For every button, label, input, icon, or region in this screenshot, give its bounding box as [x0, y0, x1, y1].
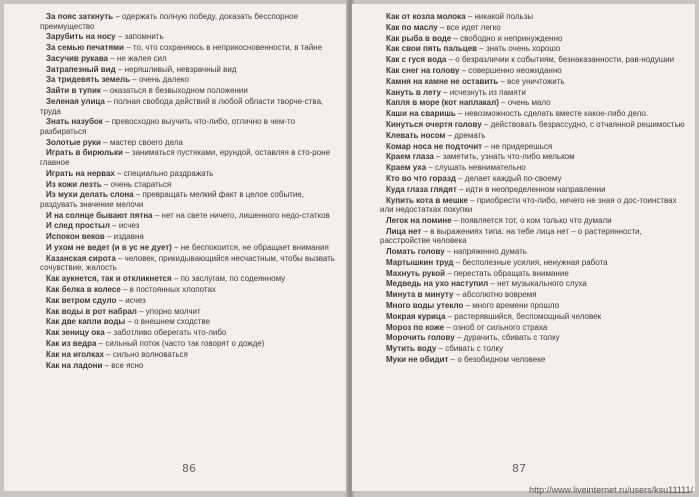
- idiom-entry: [380, 333, 685, 343]
- idiom-entry: [40, 221, 338, 231]
- idiom-definition: – появляется тот, о ком только что думали: [451, 215, 612, 225]
- idiom-definition: – в постоянных хлопотах: [120, 284, 216, 294]
- idiom-definition: – слушать невнимательно: [426, 163, 526, 173]
- idiom-entry: [380, 109, 685, 119]
- idiom-term: Зайти в тупик: [46, 86, 101, 96]
- idiom-term: Каши на сваришь: [386, 109, 456, 119]
- idiom-term: Как на иголках: [46, 349, 104, 359]
- idiom-entry: [380, 34, 685, 44]
- idiom-entry: [40, 65, 338, 75]
- idiom-definition: – озноб от сильного страха: [444, 322, 548, 332]
- idiom-definition: – все идет легко: [437, 22, 501, 32]
- idiom-definition: – абсолютно вовремя: [453, 290, 537, 300]
- idiom-term: Как из ведра: [46, 338, 97, 348]
- idiom-term: Как рыба в воде: [386, 33, 452, 43]
- idiom-entry: [40, 296, 338, 306]
- idiom-term: Легок на помине: [386, 215, 452, 225]
- idiom-entry: [40, 211, 338, 221]
- idiom-entry: [40, 339, 338, 349]
- idiom-entry: [40, 43, 338, 53]
- idiom-definition: – приобрести что-либо, ничего не зная о дос-тоинствах или недостатках покупки: [380, 195, 677, 215]
- idiom-term: Мартышкин труд: [386, 257, 454, 267]
- idiom-definition: – свободно и непринужденно: [451, 33, 563, 43]
- idiom-term: Играть на нервах: [46, 168, 115, 178]
- idiom-term: Как белка в колесе: [46, 284, 121, 294]
- idiom-term: Засучив рукава: [46, 53, 109, 63]
- idiom-entry: [380, 131, 685, 141]
- idiom-entry: [380, 269, 685, 279]
- idiom-definition: – сильно волноваться: [103, 349, 188, 359]
- idiom-definition: – знать очень хорошо: [477, 44, 561, 54]
- idiom-term: Махнуть рукой: [386, 268, 446, 278]
- idiom-entry: [40, 12, 338, 31]
- idiom-entry: [380, 216, 685, 226]
- idiom-term: Медведь на ухо наступил: [386, 279, 489, 289]
- idiom-entry: [40, 148, 338, 167]
- idiom-definition: – очень далеко: [130, 75, 189, 85]
- idiom-term: Золотые руки: [46, 137, 101, 147]
- idiom-definition: – специально раздражать: [114, 168, 214, 178]
- idiom-term: Знать назубок: [46, 117, 103, 127]
- idiom-definition: – нет на свете ничего, лишенного недо-статков: [152, 210, 330, 220]
- idiom-definition: – очень мало: [498, 98, 551, 108]
- idiom-entry: [40, 169, 338, 179]
- idiom-definition: – идти в неопределенном направлении: [456, 184, 606, 194]
- idiom-entry: [40, 117, 338, 136]
- idiom-definition: – сильный поток (часто так говорят о дожде): [96, 338, 265, 348]
- idiom-entry: [40, 361, 338, 371]
- idiom-entry: [380, 355, 685, 365]
- idiom-term: Лица нет: [386, 226, 422, 236]
- idiom-term: Куда глаза глядят: [386, 184, 457, 194]
- idiom-term: Кто во что горазд: [386, 173, 456, 183]
- idiom-term: Кануть в лету: [386, 87, 441, 97]
- idiom-entry: [40, 285, 338, 295]
- idiom-definition: – совершенно неожиданно: [459, 65, 562, 75]
- idiom-definition: – упорно молчит: [136, 306, 201, 316]
- idiom-term: Краем уха: [386, 163, 427, 173]
- idiom-term: Зарубить на носу: [46, 32, 116, 42]
- idiom-term: Как на ладони: [46, 360, 103, 370]
- idiom-term: Купить кота в мешке: [386, 195, 468, 205]
- idiom-entry: [380, 247, 685, 257]
- idiom-definition: – много времени прошло: [463, 300, 560, 310]
- idiom-term: Как свои пять пальцев: [386, 44, 478, 54]
- idiom-entry: [380, 120, 685, 130]
- idiom-entry: [40, 254, 338, 273]
- idiom-definition: – все уничтожить: [498, 76, 565, 86]
- idiom-definition: – заботливо оберегать что-либо: [104, 328, 227, 338]
- idiom-entry: [40, 317, 338, 327]
- idiom-term: Мокрая курица: [386, 311, 446, 321]
- idiom-entry: [380, 174, 685, 184]
- idiom-term: И на солнце бывают пятна: [46, 210, 153, 220]
- idiom-entry: [40, 54, 338, 64]
- idiom-definition: – то, что сохраняюсь в неприкосновенности, в тайне: [123, 43, 323, 53]
- idiom-term: Казанская сирота: [46, 253, 116, 263]
- idiom-entry: [380, 23, 685, 33]
- idiom-definition: – дурачить, сбивать с толку: [454, 333, 560, 343]
- idiom-definition: – полная свобода действий в любой области творче-ства, труда: [40, 97, 324, 116]
- idiom-definition: – превращать мелкий факт в целое событие, раздувать значение мелочи: [40, 190, 305, 209]
- right-page: [352, 4, 695, 491]
- idiom-definition: – исчез: [109, 221, 140, 231]
- idiom-definition: – делает каждый по-своему: [455, 173, 562, 183]
- idiom-entry: [380, 77, 685, 87]
- idiom-definition: – не беспокоится, не обращает внимания: [171, 243, 329, 253]
- idiom-term: Как ветром сдуло: [46, 295, 117, 305]
- idiom-entry: [40, 190, 338, 209]
- idiom-term: Как от козла молока: [386, 12, 466, 21]
- idiom-definition: – напряженно думать: [444, 246, 527, 256]
- idiom-term: Минута в минуту: [386, 290, 454, 300]
- idiom-entry: [380, 12, 685, 22]
- idiom-definition: – оказаться в безвыходном положении: [100, 86, 248, 96]
- idiom-definition: – о безобидном человеке: [448, 354, 546, 364]
- idiom-entry: [40, 274, 338, 284]
- idiom-entry: [380, 152, 685, 162]
- idiom-term: Затрапезный вид: [46, 64, 116, 74]
- watermark-url: http://www.liveinternet.ru/users/ksu11111/: [529, 485, 693, 495]
- idiom-definition: – исчезнуть из памяти: [440, 87, 526, 97]
- idiom-entry: [380, 185, 685, 195]
- idiom-term: Зеленая улица: [46, 97, 105, 107]
- idiom-definition: – неряшливый, невзрачный вид: [115, 64, 237, 74]
- idiom-definition: – запомнить: [115, 32, 164, 42]
- idiom-term: Мутить воду: [386, 344, 437, 354]
- idiom-entry: [380, 290, 685, 300]
- idiom-definition: – действовать безрассудно, с отчаянной решимостью: [481, 119, 685, 129]
- idiom-definition: – очень стараться: [101, 179, 172, 189]
- idiom-entry: [40, 350, 338, 360]
- idiom-term: За пояс заткнуть: [46, 12, 114, 21]
- idiom-entry: [40, 232, 338, 242]
- idiom-entry: [40, 180, 338, 190]
- idiom-entry: [380, 301, 685, 311]
- idiom-entry: [40, 32, 338, 42]
- idiom-entry: [40, 86, 338, 96]
- left-page: [4, 4, 348, 491]
- idiom-definition: – исчез: [116, 295, 146, 305]
- idiom-definition: – заметить, узнать что-либо мельком: [433, 152, 575, 162]
- page-number-left: 86: [182, 462, 196, 475]
- idiom-entry: [40, 328, 338, 338]
- right-entries-list: [352, 12, 695, 366]
- idiom-definition: – мастер своего дела: [100, 137, 183, 147]
- idiom-term: Кинуться очертя голову: [386, 119, 482, 129]
- idiom-definition: – не жалея сил: [108, 53, 167, 63]
- idiom-term: Клевать носом: [386, 130, 446, 140]
- idiom-term: За тридевять земель: [46, 75, 131, 85]
- idiom-definition: – одержать полную победу, доказать бесспорное преимущество: [40, 12, 298, 31]
- idiom-definition: – издавна: [104, 232, 144, 242]
- idiom-entry: [40, 97, 338, 116]
- idiom-term: Как по маслу: [386, 22, 438, 32]
- idiom-term: Из мухи делать слона: [46, 190, 134, 200]
- idiom-entry: [380, 44, 685, 54]
- idiom-term: Капля в море (кот наплакал): [386, 98, 499, 108]
- idiom-entry: [380, 55, 685, 65]
- idiom-term: Из кожи лезть: [46, 179, 102, 189]
- idiom-entry: [380, 258, 685, 268]
- idiom-entry: [40, 307, 338, 317]
- idiom-entry: [380, 344, 685, 354]
- idiom-entry: [380, 98, 685, 108]
- idiom-term: Как снег на голову: [386, 65, 460, 75]
- idiom-term: Как две капли воды: [46, 317, 126, 327]
- idiom-term: Играть в бирюльки: [46, 148, 123, 158]
- idiom-term: За семью печатями: [46, 43, 124, 53]
- idiom-term: Морочить голову: [386, 333, 455, 343]
- idiom-definition: – сбивать с толку: [436, 344, 504, 354]
- idiom-entry: [380, 323, 685, 333]
- idiom-entry: [380, 66, 685, 76]
- idiom-definition: – растерявшийся, беспомощный человек: [445, 311, 602, 321]
- idiom-entry: [380, 142, 685, 152]
- left-entries-list: [4, 12, 348, 371]
- idiom-definition: – перестать обращать внимание: [445, 268, 569, 278]
- idiom-definition: – бесполезные усилия, ненужная работа: [453, 257, 608, 267]
- idiom-definition: – человек, прикидывающийся несчастным, чтобы вызвать сочувствие, жалость: [40, 253, 335, 273]
- idiom-term: Как воды в рот набрал: [46, 306, 137, 316]
- idiom-entry: [40, 75, 338, 85]
- idiom-term: И след простыл: [46, 221, 110, 231]
- idiom-entry: [380, 163, 685, 173]
- idiom-entry: [40, 243, 338, 253]
- idiom-term: Камня на камне не оставить: [386, 76, 499, 86]
- idiom-definition: – по заслугам, по содеянному: [171, 274, 286, 284]
- idiom-definition: – превосходно выучить что-либо, отлично в чем-то разбираться: [40, 117, 296, 136]
- idiom-term: Муки не обидит: [386, 354, 449, 364]
- page-number-right: 87: [512, 462, 526, 475]
- idiom-term: Ломать голову: [386, 246, 445, 256]
- idiom-definition: – нет музыкального слуха: [488, 279, 587, 289]
- idiom-definition: – дремать: [445, 130, 486, 140]
- idiom-definition: – все ясно: [102, 360, 144, 370]
- idiom-entry: [380, 312, 685, 322]
- idiom-definition: – о внешнем сходстве: [125, 317, 211, 327]
- idiom-term: Краем глаза: [386, 152, 434, 162]
- idiom-term: Как аукнется, так и откликнется: [46, 274, 172, 284]
- idiom-definition: – в выражениях типа: на тебе лица нет – о растерянности, расстройстве человека: [380, 226, 642, 246]
- idiom-entry: [380, 227, 685, 246]
- idiom-definition: – о безразличии к событиям, безнаказанности, рав-нодушии: [446, 55, 675, 65]
- idiom-term: Как зеницу ока: [46, 328, 105, 338]
- idiom-term: Как с гуся вода: [386, 55, 447, 65]
- idiom-term: Комар носа не подточит: [386, 141, 483, 151]
- idiom-definition: – заниматься пустяками, ерундой, оставляя в сто-роне главное: [40, 148, 331, 167]
- idiom-term: Много воды утекло: [386, 300, 464, 310]
- idiom-entry: [380, 279, 685, 289]
- idiom-term: И ухом не ведет (и в ус не дует): [46, 243, 172, 253]
- idiom-entry: [380, 88, 685, 98]
- idiom-entry: [380, 196, 685, 215]
- idiom-term: Испокон веков: [46, 232, 105, 242]
- idiom-definition: – никакой пользы: [465, 12, 534, 21]
- idiom-entry: [40, 138, 338, 148]
- idiom-definition: – не придерешься: [482, 141, 553, 151]
- idiom-definition: – невозможность сделать вместе какое-либо дело.: [455, 109, 649, 119]
- idiom-term: Мороз по коже: [386, 322, 445, 332]
